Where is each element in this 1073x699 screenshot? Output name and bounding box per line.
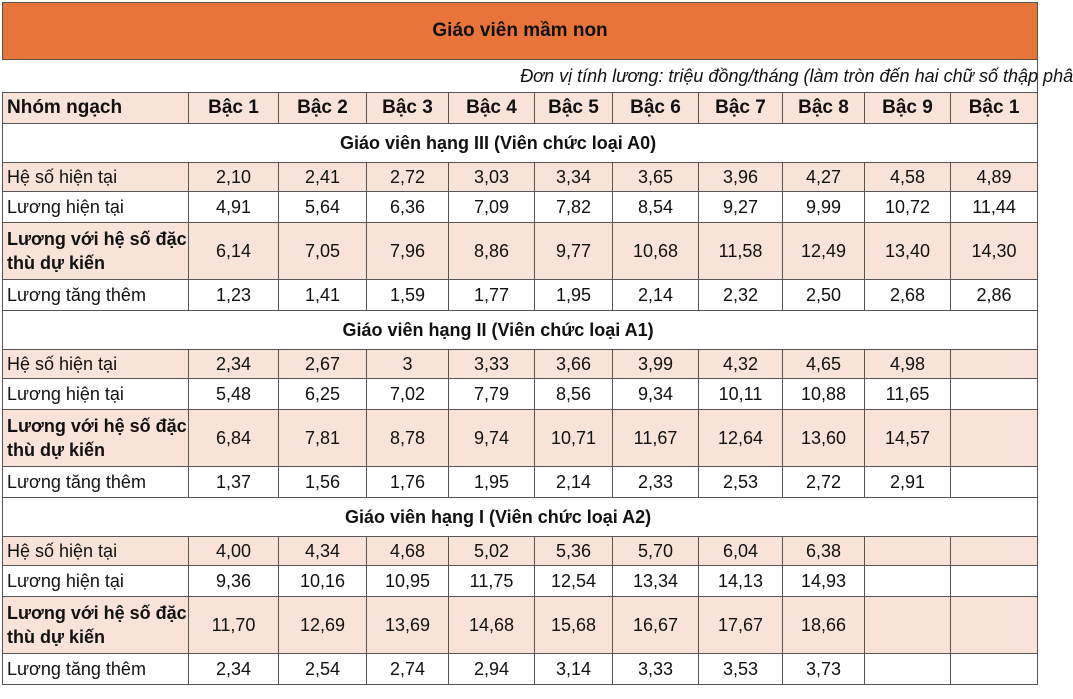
value-cell: 2,41 bbox=[279, 163, 367, 192]
section-header-row bbox=[3, 498, 1038, 537]
value-cell: 4,32 bbox=[699, 350, 783, 379]
header-step-4: Bậc 4 bbox=[449, 93, 535, 124]
value-cell: 9,34 bbox=[613, 379, 699, 410]
value-cell: 12,64 bbox=[699, 410, 783, 467]
value-cell: 2,67 bbox=[279, 350, 367, 379]
value-cell: 9,77 bbox=[535, 223, 613, 280]
value-cell: 3,14 bbox=[535, 654, 613, 685]
value-cell: 3,96 bbox=[699, 163, 783, 192]
value-cell: 9,27 bbox=[699, 192, 783, 223]
row-label: Lương với hệ số đặc thù dự kiến bbox=[3, 223, 189, 280]
section-title: Giáo viên hạng II (Viên chức loại A1) bbox=[342, 320, 654, 340]
value-cell: 4,58 bbox=[865, 163, 951, 192]
value-cell: 14,57 bbox=[865, 410, 951, 467]
value-cell: 9,99 bbox=[783, 192, 865, 223]
value-cell: 3,65 bbox=[613, 163, 699, 192]
value-cell: 11,67 bbox=[613, 410, 699, 467]
value-cell: 13,69 bbox=[367, 597, 449, 654]
value-cell bbox=[865, 654, 951, 685]
value-cell: 2,34 bbox=[189, 654, 279, 685]
value-cell: 14,13 bbox=[699, 566, 783, 597]
value-cell: 2,14 bbox=[613, 280, 699, 311]
table-title: Giáo viên mầm non bbox=[3, 3, 1038, 60]
value-cell: 3,53 bbox=[699, 654, 783, 685]
value-cell: 10,72 bbox=[865, 192, 951, 223]
table-row bbox=[3, 192, 1038, 223]
header-step-6: Bậc 6 bbox=[613, 93, 699, 124]
value-cell: 4,91 bbox=[189, 192, 279, 223]
row-label: Lương tăng thêm bbox=[3, 280, 189, 311]
value-cell: 1,23 bbox=[189, 280, 279, 311]
title-row bbox=[3, 3, 1038, 60]
value-cell: 8,54 bbox=[613, 192, 699, 223]
value-cell: 4,65 bbox=[783, 350, 865, 379]
value-cell: 18,66 bbox=[783, 597, 865, 654]
value-cell: 3 bbox=[367, 350, 449, 379]
value-cell: 1,37 bbox=[189, 467, 279, 498]
value-cell: 4,27 bbox=[783, 163, 865, 192]
value-cell bbox=[951, 654, 1038, 685]
value-cell: 5,70 bbox=[613, 537, 699, 566]
value-cell: 11,65 bbox=[865, 379, 951, 410]
header-step-1: Bậc 1 bbox=[189, 93, 279, 124]
value-cell: 3,33 bbox=[449, 350, 535, 379]
section-title: Giáo viên hạng I (Viên chức loại A2) bbox=[344, 507, 652, 527]
header-step-2: Bậc 2 bbox=[279, 93, 367, 124]
value-cell: 9,74 bbox=[449, 410, 535, 467]
value-cell: 10,11 bbox=[699, 379, 783, 410]
value-cell: 2,91 bbox=[865, 467, 951, 498]
table-row bbox=[3, 597, 1038, 654]
row-label: Lương hiện tại bbox=[3, 192, 189, 223]
header-step-5: Bậc 5 bbox=[535, 93, 613, 124]
salary-table bbox=[2, 2, 1073, 685]
value-cell bbox=[865, 566, 951, 597]
value-cell: 7,02 bbox=[367, 379, 449, 410]
value-cell: 3,33 bbox=[613, 654, 699, 685]
row-label: Lương hiện tại bbox=[3, 379, 189, 410]
value-cell: 8,78 bbox=[367, 410, 449, 467]
header-row bbox=[3, 93, 1038, 124]
value-cell: 3,66 bbox=[535, 350, 613, 379]
value-cell: 5,36 bbox=[535, 537, 613, 566]
value-cell: 10,68 bbox=[613, 223, 699, 280]
header-step-10: Bậc 1 bbox=[951, 93, 1038, 124]
value-cell bbox=[951, 597, 1038, 654]
value-cell: 6,04 bbox=[699, 537, 783, 566]
section-title-cell bbox=[3, 498, 1038, 537]
unit-note-cell bbox=[3, 60, 1073, 93]
unit-row bbox=[3, 60, 1038, 93]
value-cell: 7,81 bbox=[279, 410, 367, 467]
value-cell bbox=[951, 467, 1038, 498]
value-cell: 2,86 bbox=[951, 280, 1038, 311]
value-cell: 2,94 bbox=[449, 654, 535, 685]
value-cell: 2,34 bbox=[189, 350, 279, 379]
value-cell: 4,89 bbox=[951, 163, 1038, 192]
header-step-3: Bậc 3 bbox=[367, 93, 449, 124]
value-cell: 14,93 bbox=[783, 566, 865, 597]
value-cell: 1,56 bbox=[279, 467, 367, 498]
value-cell: 3,73 bbox=[783, 654, 865, 685]
value-cell: 11,75 bbox=[449, 566, 535, 597]
value-cell: 17,67 bbox=[699, 597, 783, 654]
table-row bbox=[3, 223, 1038, 280]
value-cell: 4,98 bbox=[865, 350, 951, 379]
header-step-7: Bậc 7 bbox=[699, 93, 783, 124]
value-cell: 13,60 bbox=[783, 410, 865, 467]
section-title-cell bbox=[3, 311, 1038, 350]
value-cell: 11,58 bbox=[699, 223, 783, 280]
section-header-row bbox=[3, 124, 1038, 163]
value-cell: 1,41 bbox=[279, 280, 367, 311]
section-title: Giáo viên hạng III (Viên chức loại A0) bbox=[339, 133, 657, 153]
value-cell: 13,40 bbox=[865, 223, 951, 280]
value-cell: 5,02 bbox=[449, 537, 535, 566]
value-cell: 6,38 bbox=[783, 537, 865, 566]
value-cell bbox=[951, 566, 1038, 597]
table-row bbox=[3, 566, 1038, 597]
row-label: Lương tăng thêm bbox=[3, 467, 189, 498]
value-cell: 2,33 bbox=[613, 467, 699, 498]
value-cell: 6,84 bbox=[189, 410, 279, 467]
value-cell: 2,74 bbox=[367, 654, 449, 685]
value-cell: 1,95 bbox=[449, 467, 535, 498]
value-cell: 10,88 bbox=[783, 379, 865, 410]
value-cell bbox=[951, 379, 1038, 410]
value-cell bbox=[951, 410, 1038, 467]
value-cell bbox=[951, 537, 1038, 566]
value-cell: 2,68 bbox=[865, 280, 951, 311]
table-row bbox=[3, 280, 1038, 311]
value-cell: 1,76 bbox=[367, 467, 449, 498]
value-cell: 11,70 bbox=[189, 597, 279, 654]
value-cell: 10,71 bbox=[535, 410, 613, 467]
value-cell bbox=[865, 537, 951, 566]
value-cell: 12,54 bbox=[535, 566, 613, 597]
value-cell: 1,59 bbox=[367, 280, 449, 311]
value-cell bbox=[951, 350, 1038, 379]
table-row bbox=[3, 654, 1038, 685]
value-cell: 5,48 bbox=[189, 379, 279, 410]
value-cell: 11,44 bbox=[951, 192, 1038, 223]
value-cell: 4,00 bbox=[189, 537, 279, 566]
value-cell: 6,25 bbox=[279, 379, 367, 410]
unit-note: Đơn vị tính lương: triệu đồng/tháng (làm tròn đến hai chữ số thập phâ bbox=[520, 66, 1073, 86]
header-step-9: Bậc 9 bbox=[865, 93, 951, 124]
value-cell: 3,34 bbox=[535, 163, 613, 192]
row-label: Lương hiện tại bbox=[3, 566, 189, 597]
value-cell: 7,79 bbox=[449, 379, 535, 410]
table-row bbox=[3, 379, 1038, 410]
value-cell: 12,69 bbox=[279, 597, 367, 654]
table-body bbox=[3, 3, 1073, 685]
value-cell: 12,49 bbox=[783, 223, 865, 280]
table-row bbox=[3, 467, 1038, 498]
value-cell: 7,05 bbox=[279, 223, 367, 280]
value-cell: 6,36 bbox=[367, 192, 449, 223]
value-cell: 3,03 bbox=[449, 163, 535, 192]
value-cell bbox=[865, 597, 951, 654]
table-row bbox=[3, 537, 1038, 566]
section-header-row bbox=[3, 311, 1038, 350]
value-cell: 1,77 bbox=[449, 280, 535, 311]
value-cell: 3,99 bbox=[613, 350, 699, 379]
value-cell: 15,68 bbox=[535, 597, 613, 654]
value-cell: 10,16 bbox=[279, 566, 367, 597]
value-cell: 4,68 bbox=[367, 537, 449, 566]
value-cell: 8,86 bbox=[449, 223, 535, 280]
value-cell: 2,50 bbox=[783, 280, 865, 311]
value-cell: 9,36 bbox=[189, 566, 279, 597]
value-cell: 7,96 bbox=[367, 223, 449, 280]
row-label: Hệ số hiện tại bbox=[3, 537, 189, 566]
row-label: Lương với hệ số đặc thù dự kiến bbox=[3, 597, 189, 654]
value-cell: 1,95 bbox=[535, 280, 613, 311]
value-cell: 13,34 bbox=[613, 566, 699, 597]
value-cell: 2,54 bbox=[279, 654, 367, 685]
value-cell: 2,72 bbox=[367, 163, 449, 192]
header-step-8: Bậc 8 bbox=[783, 93, 865, 124]
value-cell: 2,32 bbox=[699, 280, 783, 311]
header-group-label: Nhóm ngạch bbox=[3, 93, 189, 124]
value-cell: 10,95 bbox=[367, 566, 449, 597]
value-cell: 14,30 bbox=[951, 223, 1038, 280]
table-row bbox=[3, 410, 1038, 467]
row-label: Lương tăng thêm bbox=[3, 654, 189, 685]
value-cell: 2,10 bbox=[189, 163, 279, 192]
value-cell: 7,09 bbox=[449, 192, 535, 223]
value-cell: 2,14 bbox=[535, 467, 613, 498]
value-cell: 16,67 bbox=[613, 597, 699, 654]
row-label: Lương với hệ số đặc thù dự kiến bbox=[3, 410, 189, 467]
value-cell: 7,82 bbox=[535, 192, 613, 223]
row-label: Hệ số hiện tại bbox=[3, 350, 189, 379]
table-row bbox=[3, 163, 1038, 192]
value-cell: 14,68 bbox=[449, 597, 535, 654]
value-cell: 2,72 bbox=[783, 467, 865, 498]
value-cell: 6,14 bbox=[189, 223, 279, 280]
value-cell: 5,64 bbox=[279, 192, 367, 223]
value-cell: 2,53 bbox=[699, 467, 783, 498]
row-label: Hệ số hiện tại bbox=[3, 163, 189, 192]
table-row bbox=[3, 350, 1038, 379]
section-title-cell bbox=[3, 124, 1038, 163]
value-cell: 4,34 bbox=[279, 537, 367, 566]
value-cell: 8,56 bbox=[535, 379, 613, 410]
